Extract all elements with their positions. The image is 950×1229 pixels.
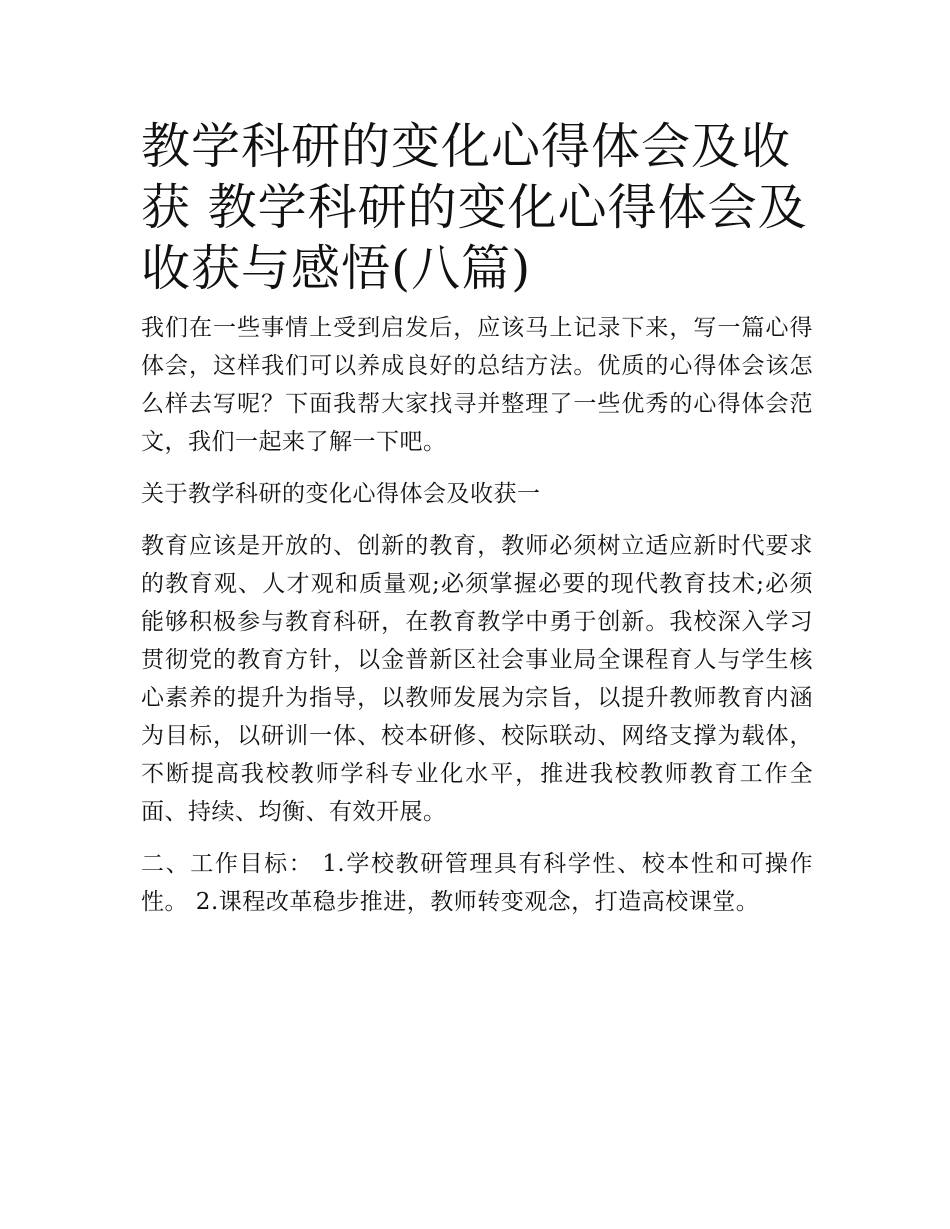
document-page xyxy=(141,116,813,921)
document-title: 教学科研的变化心得体会及收获 教学科研的变化心得体会及收获与感悟(八篇) xyxy=(141,118,808,297)
intro-paragraph: 我们在一些事情上受到启发后，应该马上记录下来，写一篇心得体会，这样我们可以养成良好的总结方法。优质的心得体会该怎么样去写呢？下面我帮大家找寻并整理了一些优秀的心得体会范文，我们一起来了解一下吧。 xyxy=(141,315,813,455)
body-paragraph-2: 二、工作目标： 1.学校教研管理具有科学性、校本性和可操作性。 2.课程改革稳步推进，教师转变观念，打造高校课堂。 xyxy=(141,851,813,915)
body-paragraph-1: 教育应该是开放的、创新的教育，教师必须树立适应新时代要求的教育观、人才观和质量观;必须掌握必要的现代教育技术;必须能够积极参与教育科研，在教育教学中勇于创新。我校深入学习贯彻党的教育方针，以金普新区社会事业局全课程育人与学生核心素养的提升为指导，以教师发展为宗旨，以提升教师教育内涵为目标，以研训一体、校本研修、校际联动、网络支撑为载体，不断提高我校教师学科专业化水平，推进我校教师教育工作全面、持续、均衡、有效开展。 xyxy=(141,533,813,825)
section-heading: 关于教学科研的变化心得体会及收获一 xyxy=(141,481,541,507)
